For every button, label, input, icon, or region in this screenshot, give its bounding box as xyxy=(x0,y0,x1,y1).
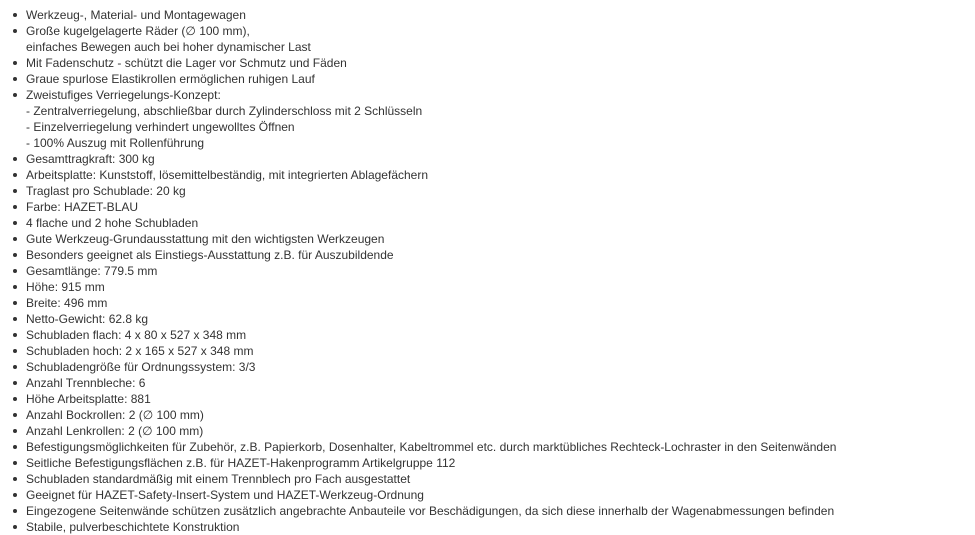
feature-list xyxy=(13,7,963,535)
feature-item xyxy=(13,455,963,471)
bullet-icon xyxy=(13,333,17,337)
bullet-icon xyxy=(13,189,17,193)
feature-item xyxy=(13,231,963,247)
feature-item xyxy=(13,151,963,167)
feature-item xyxy=(13,503,963,519)
feature-text: einfaches Bewegen auch bei hoher dynamischer Last xyxy=(26,40,311,54)
feature-item xyxy=(13,183,963,199)
bullet-icon xyxy=(13,29,17,33)
feature-text: Schubladen standardmäßig mit einem Trennblech pro Fach ausgestattet xyxy=(26,472,411,486)
feature-item xyxy=(13,199,963,215)
feature-text: Befestigungsmöglichkeiten für Zubehör, z.B. Papierkorb, Dosenhalter, Kabeltrommel etc. durch marktübliches Rechteck-Lochraster in den Seitenwänden xyxy=(26,440,837,454)
bullet-icon xyxy=(13,381,17,385)
bullet-icon xyxy=(13,285,17,289)
feature-text: Gesamtlänge: 779.5 mm xyxy=(26,264,158,278)
feature-text: Gesamttragkraft: 300 kg xyxy=(26,152,155,166)
bullet-icon xyxy=(13,269,17,273)
feature-text: Mit Fadenschutz - schützt die Lager vor Schmutz und Fäden xyxy=(26,56,347,70)
feature-item xyxy=(13,311,963,327)
feature-text: Stabile, pulverbeschichtete Konstruktion xyxy=(26,520,240,534)
feature-item xyxy=(13,23,963,55)
feature-item xyxy=(13,215,963,231)
feature-item xyxy=(13,55,963,71)
feature-text: Schubladen hoch: 2 x 165 x 527 x 348 mm xyxy=(26,344,254,358)
bullet-icon xyxy=(13,477,17,481)
feature-text: - Zentralverriegelung, abschließbar durch Zylinderschloss mit 2 Schlüsseln xyxy=(26,104,423,118)
feature-text: Werkzeug-, Material- und Montagewagen xyxy=(26,8,246,22)
feature-item xyxy=(13,263,963,279)
feature-text: Anzahl Lenkrollen: 2 (∅ 100 mm) xyxy=(26,424,204,438)
feature-item xyxy=(13,87,963,151)
feature-item xyxy=(13,407,963,423)
feature-text: Besonders geeignet als Einstiegs-Ausstattung z.B. für Auszubildende xyxy=(26,248,394,262)
feature-text: Zweistufiges Verriegelungs-Konzept: xyxy=(26,88,221,102)
feature-text: Gute Werkzeug-Grundausstattung mit den wichtigsten Werkzeugen xyxy=(26,232,385,246)
bullet-icon xyxy=(13,221,17,225)
bullet-icon xyxy=(13,237,17,241)
feature-item xyxy=(13,7,963,23)
bullet-icon xyxy=(13,93,17,97)
feature-item xyxy=(13,295,963,311)
bullet-icon xyxy=(13,157,17,161)
bullet-icon xyxy=(13,205,17,209)
feature-text: Graue spurlose Elastikrollen ermöglichen ruhigen Lauf xyxy=(26,72,315,86)
bullet-icon xyxy=(13,365,17,369)
feature-item xyxy=(13,519,963,535)
bullet-icon xyxy=(13,493,17,497)
feature-text: Traglast pro Schublade: 20 kg xyxy=(26,184,186,198)
feature-text: Arbeitsplatte: Kunststoff, lösemittelbeständig, mit integrierten Ablagefächern xyxy=(26,168,429,182)
bullet-icon xyxy=(13,429,17,433)
bullet-icon xyxy=(13,253,17,257)
feature-text: Breite: 496 mm xyxy=(26,296,108,310)
bullet-icon xyxy=(13,397,17,401)
feature-item xyxy=(13,247,963,263)
feature-text: Höhe: 915 mm xyxy=(26,280,105,294)
feature-text: Eingezogene Seitenwände schützen zusätzlich angebrachte Anbauteile vor Beschädigungen, da sich diese innerhalb der Wagenabmessungen befinden xyxy=(26,504,835,518)
feature-item xyxy=(13,471,963,487)
feature-item xyxy=(13,487,963,503)
feature-text: Schubladen flach: 4 x 80 x 527 x 348 mm xyxy=(26,328,247,342)
bullet-icon xyxy=(13,445,17,449)
feature-item xyxy=(13,375,963,391)
feature-item xyxy=(13,439,963,455)
feature-text: - 100% Auszug mit Rollenführung xyxy=(26,136,205,150)
feature-item xyxy=(13,167,963,183)
feature-text: Anzahl Bockrollen: 2 (∅ 100 mm) xyxy=(26,408,204,422)
bullet-icon xyxy=(13,301,17,305)
feature-item xyxy=(13,71,963,87)
feature-item xyxy=(13,327,963,343)
feature-text: 4 flache und 2 hohe Schubladen xyxy=(26,216,199,230)
feature-text: Schubladengröße für Ordnungssystem: 3/3 xyxy=(26,360,256,374)
feature-item xyxy=(13,423,963,439)
bullet-icon xyxy=(13,61,17,65)
feature-text: Farbe: HAZET-BLAU xyxy=(26,200,139,214)
bullet-icon xyxy=(13,13,17,17)
feature-text: Anzahl Trennbleche: 6 xyxy=(26,376,146,390)
feature-text: Höhe Arbeitsplatte: 881 xyxy=(26,392,151,406)
feature-text: Seitliche Befestigungsflächen z.B. für HAZET-Hakenprogramm Artikelgruppe 112 xyxy=(26,456,456,470)
bullet-icon xyxy=(13,525,17,529)
feature-text: Netto-Gewicht: 62.8 kg xyxy=(26,312,149,326)
bullet-icon xyxy=(13,413,17,417)
bullet-icon xyxy=(13,349,17,353)
feature-text: Geeignet für HAZET-Safety-Insert-System und HAZET-Werkzeug-Ordnung xyxy=(26,488,424,502)
feature-item xyxy=(13,359,963,375)
feature-item xyxy=(13,343,963,359)
feature-item xyxy=(13,279,963,295)
bullet-icon xyxy=(13,77,17,81)
feature-text: - Einzelverriegelung verhindert ungewolltes Öffnen xyxy=(26,120,295,134)
bullet-icon xyxy=(13,173,17,177)
feature-text: Große kugelgelagerte Räder (∅ 100 mm), xyxy=(26,24,250,38)
bullet-icon xyxy=(13,461,17,465)
feature-item xyxy=(13,391,963,407)
bullet-icon xyxy=(13,509,17,513)
bullet-icon xyxy=(13,317,17,321)
